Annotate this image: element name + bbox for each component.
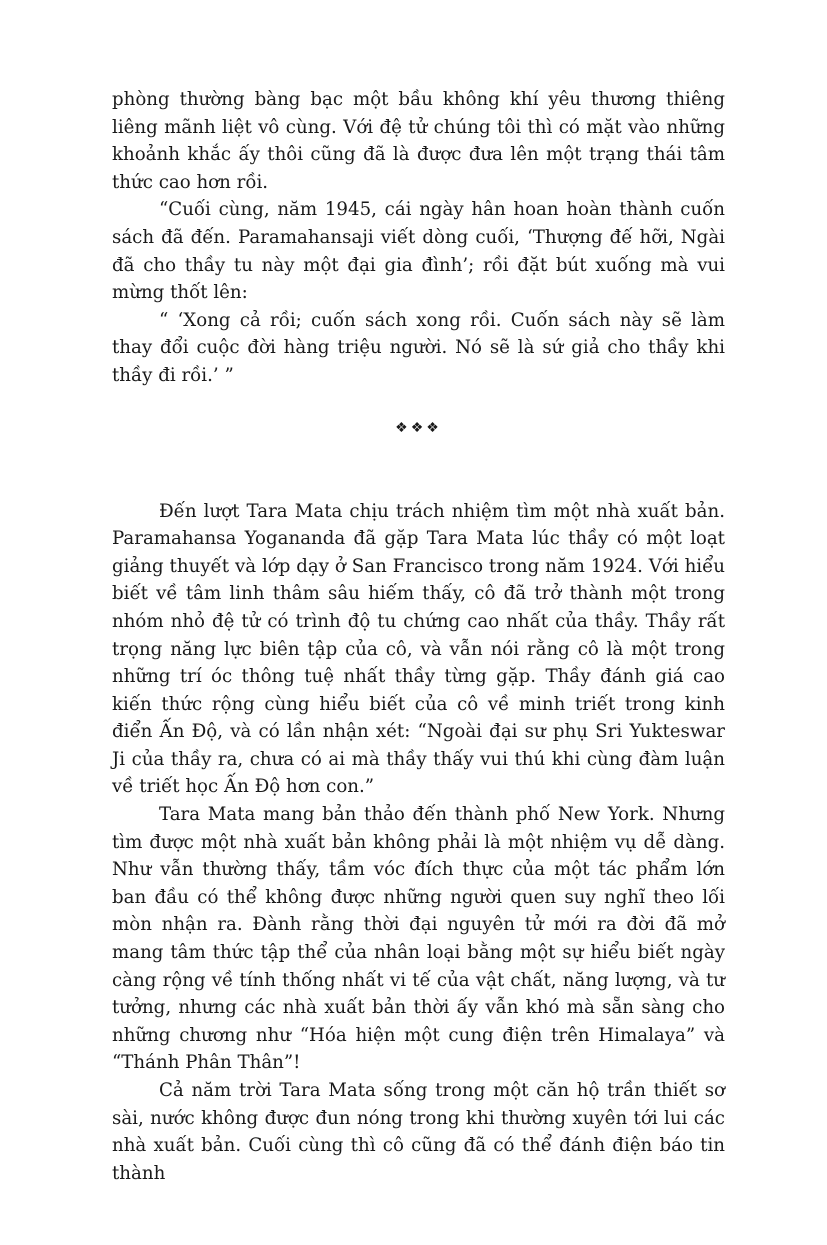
paragraph-continued: phòng thường bàng bạc một bầu không khí yêu thương thiêng liêng mãnh liệt vô cùng. Với đệ tử chúng tôi thì có mặt vào những khoảnh khắc ấy thôi cũng đã là được đưa lên một trạng thái tâm thức cao hơn rồi. [112,89,725,193]
paragraph-year-apartment: Cả năm trời Tara Mata sống trong một căn hộ trần thiết sơ sài, nước không được đun nóng trong khi thường xuyên tới lui các nhà xuất bản. Cuối cùng thì cô cũng đã có thể đánh điện báo tin thành [112,1080,725,1184]
paragraph-tara-mata-publisher: Đến lượt Tara Mata chịu trách nhiệm tìm một nhà xuất bản. Paramahansa Yogananda đã gặp Tara Mata lúc thầy có một loạt giảng thuyết và lớp dạy ở San Francisco trong năm 1924. Với hiểu biết về tâm linh thâm sâu hiếm thấy, cô đã trở thành một trong nhóm nhỏ đệ tử có trình độ tu chứng cao nhất của thầy. Thầy rất trọng năng lực biên tập của cô, và vẫn nói rằng cô là một trong những trí óc thông tuệ nhất thầy từng gặp. Thầy đánh giá cao kiến thức rộng cùng hiểu biết của cô về minh triết trong kinh điển Ấn Độ, và có lần nhận xét: “Ngoài đại sư phụ Sri Yukteswar Ji của thầy ra, chưa có ai mà thầy thấy vui thú khi cùng đàm luận về triết học Ấn Độ hơn con.” [112,500,725,798]
section-gap [112,442,725,498]
paragraph-quote: “ ‘Xong cả rồi; cuốn sách xong rồi. Cuốn sách này sẽ làm thay đổi cuộc đời hàng triệu người. Nó sẽ là sứ giả cho thầy khi thầy đi rồi.’ ” [112,309,725,386]
book-page [112,86,725,1187]
paragraph-completion: “Cuối cùng, năm 1945, cái ngày hân hoan hoàn thành cuốn sách đã đến. Paramahansaji viết dòng cuối, ‘Thượng đế hỡi, Ngài đã cho thầy tu này một đại gia đình’; rồi đặt bút xuống mà vui mừng thốt lên: [112,199,725,304]
section-divider-ornament: ❖❖❖ [395,419,442,436]
paragraph-new-york: Tara Mata mang bản thảo đến thành phố New York. Nhưng tìm được một nhà xuất bản không phải là một nhiệm vụ dễ dàng. Như vẫn thường thấy, tầm vóc đích thực của một tác phẩm lớn ban đầu có thể không được những người quen suy nghĩ theo lối mòn nhận ra. Đành rằng thời đại nguyên tử mới ra đời đã mở mang tâm thức tập thể của nhân loại bằng một sự hiểu biết ngày càng rộng về tính thống nhất vi tế của vật chất, năng lượng, và tư tưởng, nhưng các nhà xuất bản thời ấy vẫn khó mà sẵn sàng cho những chương như “Hóa hiện một cung điện trên Himalaya” và “Thánh Phân Thân”! [112,804,725,1074]
